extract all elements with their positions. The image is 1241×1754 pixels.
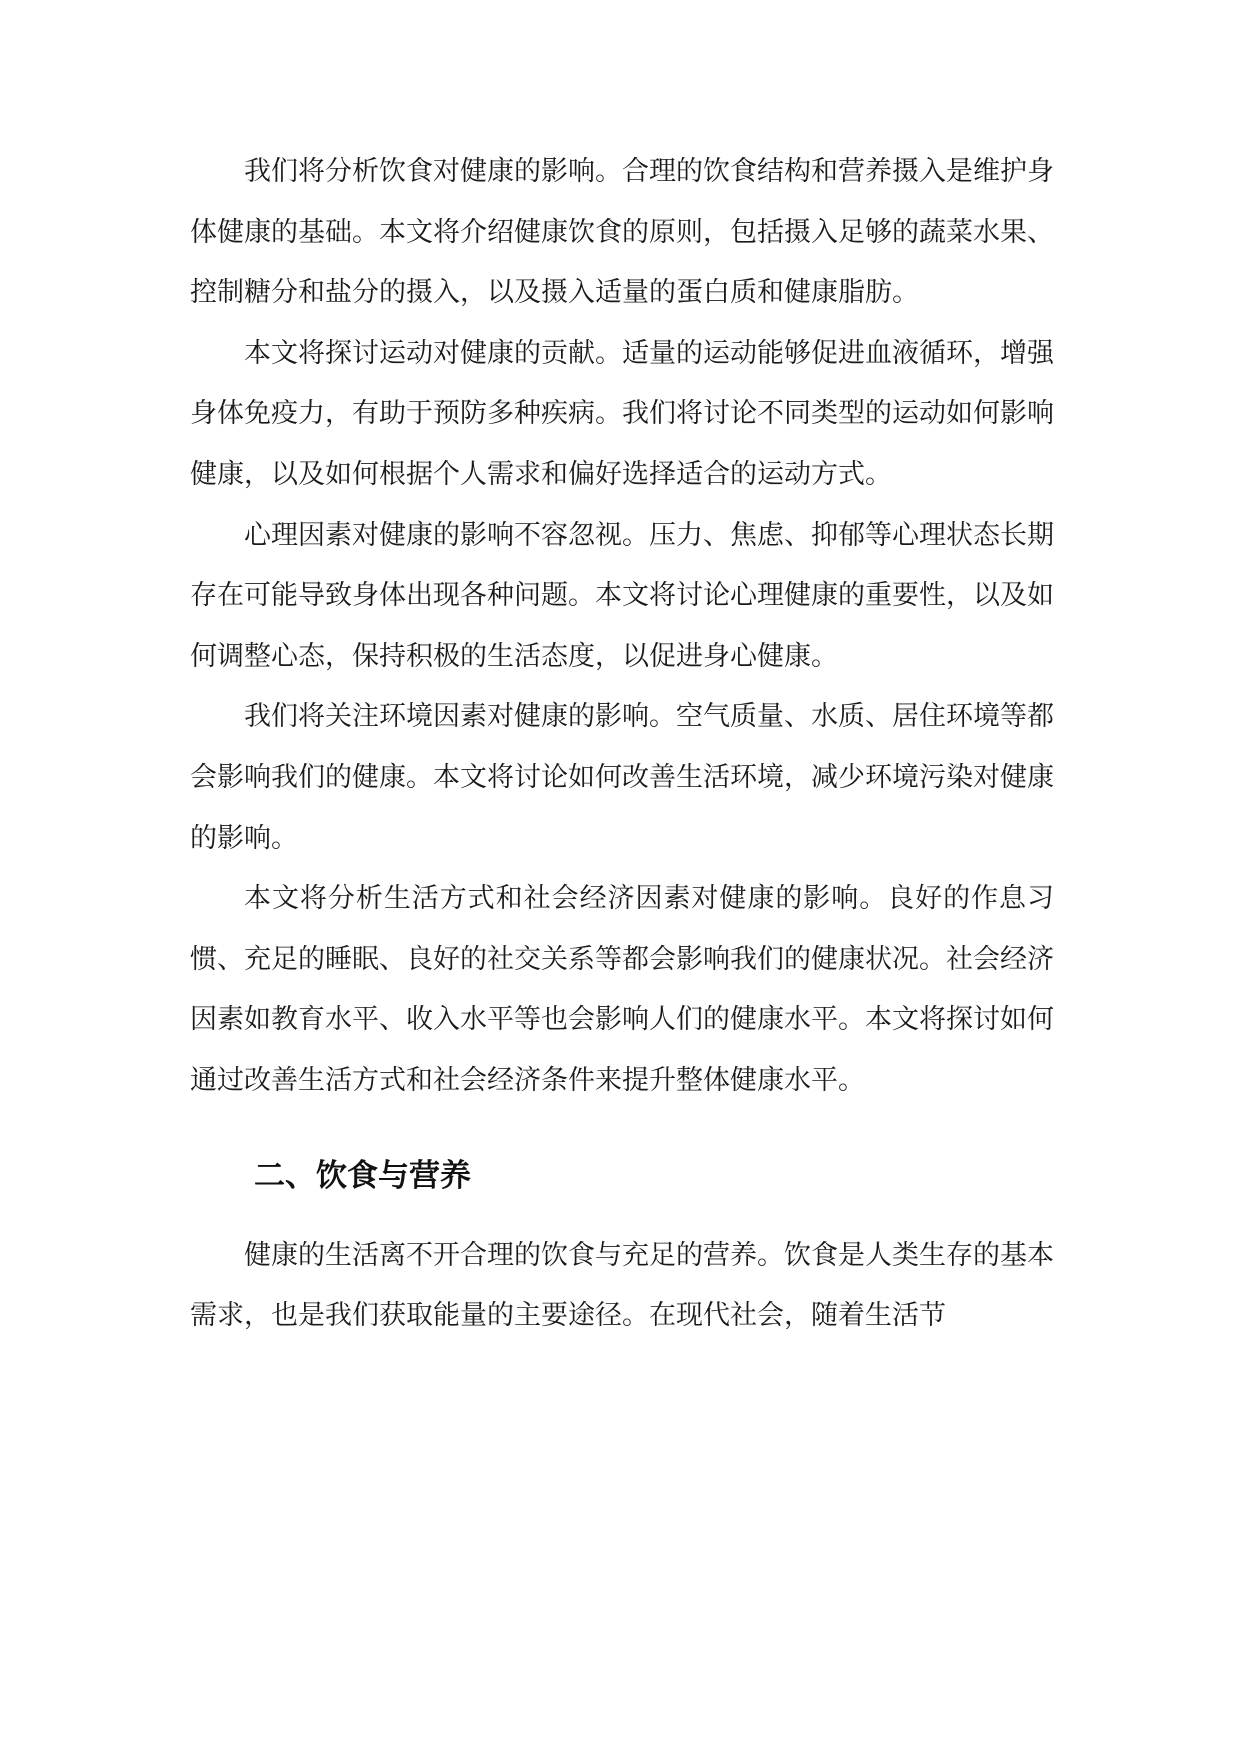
paragraph-exercise: 本文将探讨运动对健康的贡献。适量的运动能够促进血液循环，增强身体免疫力，有助于预防多种疾病。我们将讨论不同类型的运动如何影响健康，以及如何根据个人需求和偏好选择适合的运动方式。 [190,337,1054,490]
paragraph-psychology: 心理因素对健康的影响不容忽视。压力、焦虑、抑郁等心理状态长期存在可能导致身体出现各种问题。本文将讨论心理健康的重要性，以及如何调整心态，保持积极的生活态度，以促进身心健康。 [190,519,1054,672]
section-heading: 二、饮食与营养 [254,1157,471,1194]
paragraph-lifestyle: 本文将分析生活方式和社会经济因素对健康的影响。良好的作息习惯、充足的睡眠、良好的社交关系等都会影响我们的健康状况。社会经济因素如教育水平、收入水平等也会影响人们的健康水平。本文将探讨如何通过改善生活方式和社会经济条件来提升整体健康水平。 [190,883,1054,1096]
document-body [190,142,1054,1347]
paragraph-diet-intro: 我们将分析饮食对健康的影响。合理的饮食结构和营养摄入是维护身体健康的基础。本文将介绍健康饮食的原则，包括摄入足够的蔬菜水果、控制糖分和盐分的摄入，以及摄入适量的蛋白质和健康脂肪。 [190,156,1054,309]
paragraph-environment: 我们将关注环境因素对健康的影响。空气质量、水质、居住环境等都会影响我们的健康。本文将讨论如何改善生活环境，减少环境污染对健康的影响。 [190,701,1054,854]
paragraph-diet-nutrition: 健康的生活离不开合理的饮食与充足的营养。饮食是人类生存的基本需求，也是我们获取能量的主要途径。在现代社会，随着生活节 [190,1239,1054,1332]
